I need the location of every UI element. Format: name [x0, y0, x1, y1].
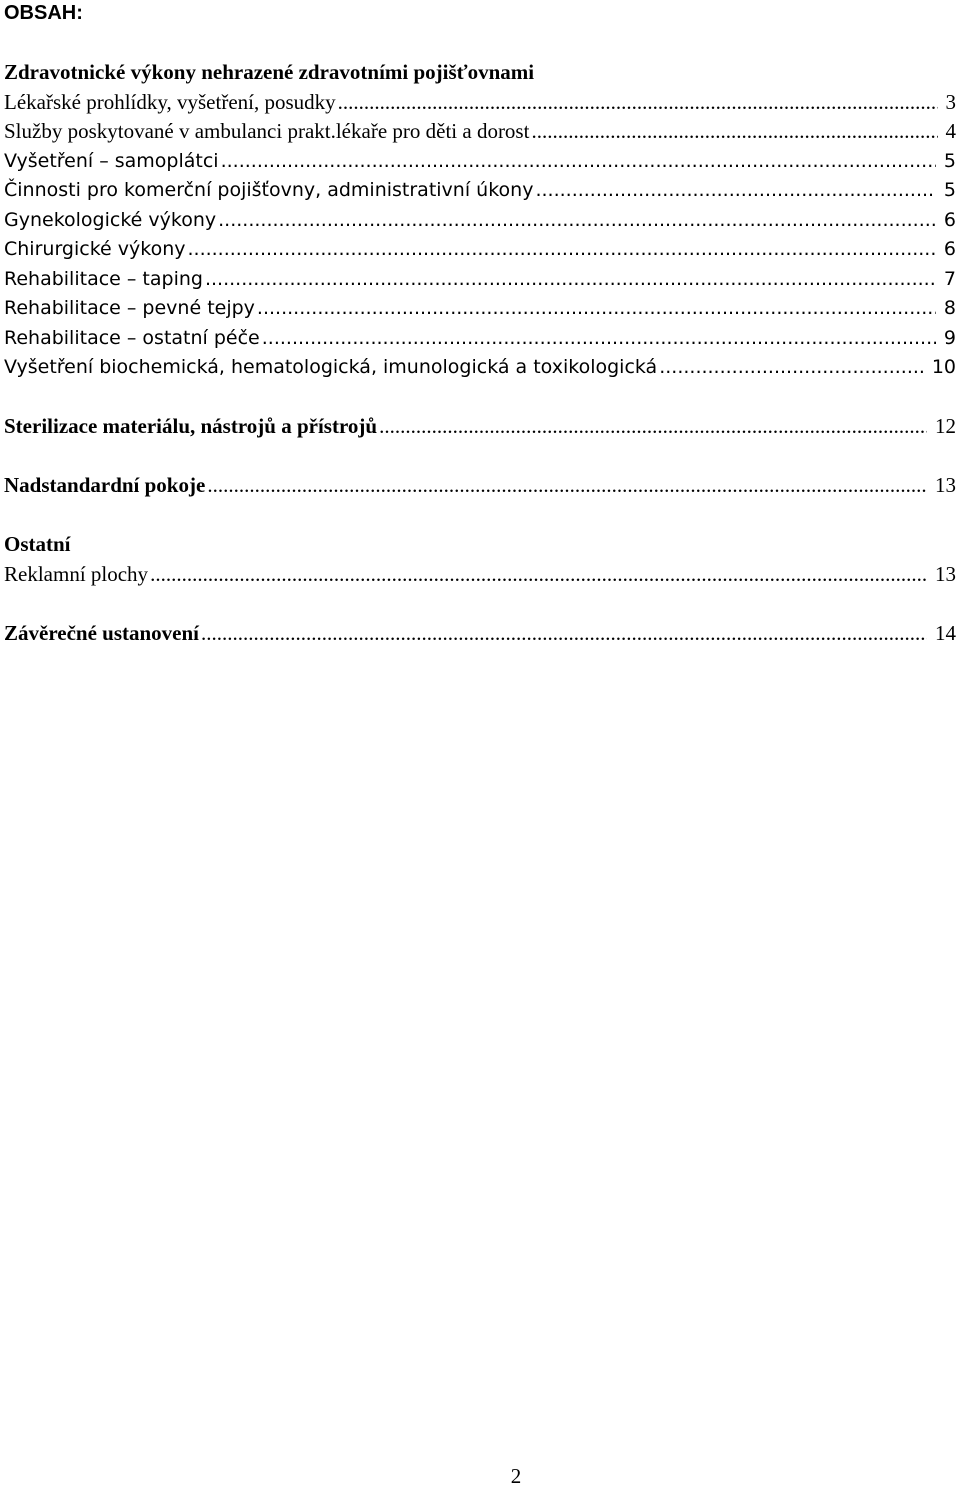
leader-dots	[262, 324, 936, 354]
toc-entry[interactable]	[4, 147, 956, 177]
toc-entry-text: Závěrečné ustanovení	[4, 620, 200, 645]
spacer	[4, 442, 956, 472]
toc-entry-text: Rehabilitace – ostatní péče	[4, 326, 260, 349]
toc-entry[interactable]	[4, 294, 956, 324]
toc-entry-page: 6	[943, 208, 956, 231]
toc-entry-text: Rehabilitace – pevné tejpy	[4, 297, 255, 319]
toc-entry-page: 7	[943, 267, 956, 290]
toc-entry[interactable]	[4, 235, 956, 265]
toc-entry-zaverecne[interactable]	[4, 619, 956, 649]
section-title-text: Zdravotnické výkony nehrazené zdravotními pojišťovnami	[4, 60, 535, 84]
leader-dots	[531, 117, 937, 147]
leader-dots	[205, 265, 936, 295]
toc-entry-page: 12	[935, 414, 956, 438]
leader-dots	[201, 619, 927, 649]
leader-dots	[379, 412, 927, 442]
toc-entry[interactable]	[4, 265, 956, 295]
toc-entry-page: 5	[943, 149, 956, 172]
toc-entry-reklamni[interactable]	[4, 560, 956, 590]
toc-entry[interactable]	[4, 117, 956, 147]
toc-section-title	[4, 58, 956, 88]
toc-section-title	[4, 530, 956, 560]
toc-entry-page: 13	[935, 473, 956, 497]
section-title-text: Ostatní	[4, 532, 71, 556]
toc-entry-page: 9	[943, 326, 956, 349]
toc-entry-text: Vyšetření – samoplátci	[4, 149, 219, 172]
leader-dots	[659, 353, 924, 383]
leader-dots	[187, 235, 935, 265]
leader-dots	[257, 294, 936, 324]
toc-entry-page: 10	[931, 356, 956, 378]
toc-entry-page: 13	[935, 561, 956, 586]
toc-entry[interactable]	[4, 176, 956, 206]
leader-dots	[207, 471, 927, 501]
toc-entry-text: Činnosti pro komerční pojišťovny, administrativní úkony	[4, 179, 534, 201]
spacer	[4, 383, 956, 413]
toc-entry-text: Nadstandardní pokoje	[4, 473, 206, 497]
toc-entry-text: Služby poskytované v ambulanci prakt.lékaře pro děti a dorost	[4, 119, 530, 143]
leader-dots	[221, 147, 936, 177]
page-number: 2	[510, 1464, 522, 1488]
toc-entry[interactable]	[4, 353, 956, 383]
toc-entry-text: Lékařské prohlídky, vyšetření, posudky	[4, 89, 336, 114]
toc-entry-pokoje[interactable]	[4, 471, 956, 501]
toc-entry-text: Rehabilitace – taping	[4, 267, 203, 290]
leader-dots	[535, 176, 935, 206]
toc-entry-page: 5	[943, 179, 956, 201]
toc-entry-page: 4	[945, 119, 956, 143]
toc-entry-text: Gynekologické výkony	[4, 208, 217, 231]
toc-entry-text: Sterilizace materiálu, nástrojů a přístrojů	[4, 414, 378, 438]
spacer	[4, 589, 956, 619]
toc-entry-page: 6	[943, 238, 956, 260]
leader-dots	[338, 88, 938, 118]
leader-dots	[150, 560, 927, 590]
spacer	[4, 501, 956, 531]
toc-entry-page: 3	[945, 89, 956, 114]
toc-entry[interactable]	[4, 88, 956, 118]
toc-entry-sterilizace[interactable]	[4, 412, 956, 442]
toc-entry-text: Reklamní plochy	[4, 561, 149, 586]
toc-entry-page: 14	[935, 620, 956, 645]
table-of-contents	[4, 58, 956, 648]
toc-entry[interactable]	[4, 324, 956, 354]
toc-heading: OBSAH:	[4, 2, 83, 24]
toc-entry-text: Vyšetření biochemická, hematologická, imunologická a toxikologická	[4, 356, 658, 378]
toc-entry-text: Chirurgické výkony	[4, 238, 186, 260]
leader-dots	[218, 206, 936, 236]
toc-entry-page: 8	[943, 297, 956, 319]
toc-entry[interactable]	[4, 206, 956, 236]
